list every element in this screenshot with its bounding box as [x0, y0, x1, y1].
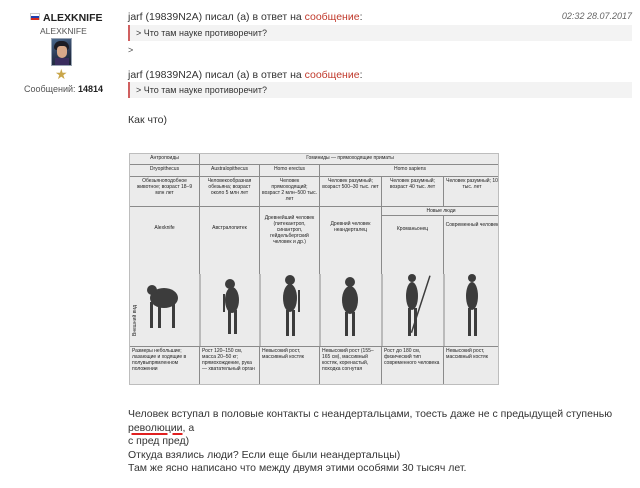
message-count-value: 14814	[78, 84, 104, 94]
quote-header	[128, 11, 362, 23]
quote-tail: >	[128, 45, 134, 55]
fig-header-hominids: Гоминиды — прямоходящие приматы	[306, 155, 394, 161]
fig-bottom-desc: Размеры небольшие; лазающие и ходящие в полувыпрямленном положении	[130, 347, 200, 385]
fig-desc: Человекообразная обезьяна; возраст около 5 млн лет	[200, 177, 260, 206]
fig-side-label: Внешний вид	[132, 305, 138, 336]
fig-name: Alexknife	[130, 207, 200, 274]
fig-desc: Обезьяноподобное животное; возраст 18–9 млн лет	[130, 177, 200, 206]
fig-group: Australopithecus	[200, 165, 260, 176]
fig-bottom-desc: Невысокий рост, массивный костяк	[446, 348, 488, 360]
post-text-fragment: Человек вступал в половые контакты с неандертальцами, тоесть даже не с предыдущей ступенью	[128, 408, 613, 420]
fig-desc: Человек разумный; возраст 500–30 тыс. лет	[320, 177, 382, 206]
fig-bottom-desc: Рост 120–150 см, масса 20–50 кг; прямохождение, рука — хватательный орган	[200, 347, 260, 385]
user-title: ALEXKNIFE	[40, 26, 87, 36]
message-count-label: Сообщений:	[24, 84, 76, 94]
post-text-line: с пред пред)	[128, 435, 190, 447]
username[interactable]: ALEXKNIFE	[43, 12, 103, 24]
quote-source-link[interactable]: сообщение	[304, 11, 360, 23]
fig-bottom-desc: Невысокий рост, массивный костяк	[260, 347, 320, 385]
fig-group: Homo sapiens	[394, 166, 426, 172]
post-text	[128, 408, 632, 476]
message-count	[24, 84, 103, 94]
fig-desc: Человек разумный; 10 тыс. лет	[446, 178, 498, 190]
quote-author: jarf (19839N2A) писал (а) в ответ на	[128, 69, 302, 81]
reply-text: Как что)	[128, 114, 167, 126]
quote-author: jarf (19839N2A) писал (а) в ответ на	[128, 11, 302, 23]
quote-block: > Что там науке противоречит?	[128, 25, 632, 41]
quote-colon: :	[359, 69, 363, 81]
quote-block: > Что там науке противоречит?	[128, 82, 632, 98]
fig-new-people: Новые люди	[382, 207, 499, 216]
quote-colon: :	[359, 11, 363, 23]
post-date: 02:32 28.07.2017	[561, 11, 632, 21]
fig-bottom-row	[130, 346, 498, 385]
evolution-chart-image	[129, 153, 499, 385]
hominid-silhouettes	[130, 274, 499, 346]
fig-desc: Человек прямоходящий; возраст 2 млн–500 тыс. лет	[260, 177, 320, 206]
fig-group: Dryopithecus	[130, 165, 200, 176]
fig-name: Австралопитек	[200, 207, 260, 274]
fig-name: Древнейший человек (питекантроп, синантроп, гейдельбергский человек и др.)	[260, 207, 320, 274]
quote-header	[128, 69, 362, 81]
russia-flag-icon	[30, 13, 40, 20]
fig-group: Homo erectus	[260, 165, 320, 176]
fig-name: Современный человек	[445, 222, 499, 228]
post-text-line: Откуда взялись люди? Если еще были неандертальцы)	[128, 448, 401, 461]
quote-source-link[interactable]: сообщение	[304, 69, 360, 81]
post-text-line: Там же ясно написано что между двумя этими особями 30 тысяч лет.	[128, 462, 467, 474]
fig-header-anthropoids: Антропоиды	[130, 154, 200, 164]
misspelled-word: революции	[128, 421, 183, 434]
fig-name: Древний человек неандерталец	[320, 207, 382, 274]
post-text-fragment: , а	[182, 421, 195, 434]
fig-desc: Человек разумный; возраст 40 тыс. лет	[382, 177, 444, 206]
post-text-line	[128, 408, 632, 435]
fig-bottom-desc: Рост до 180 см, физический тип современного человека	[382, 347, 444, 385]
evolution-figures	[130, 274, 498, 346]
star-icon: ★	[55, 66, 68, 82]
fig-bottom-desc: Невысокий рост (155–165 см), массивный костяк, коренастый, походка согнутая	[320, 347, 382, 385]
avatar[interactable]	[51, 38, 72, 66]
fig-name: Кроманьонец	[382, 216, 444, 274]
